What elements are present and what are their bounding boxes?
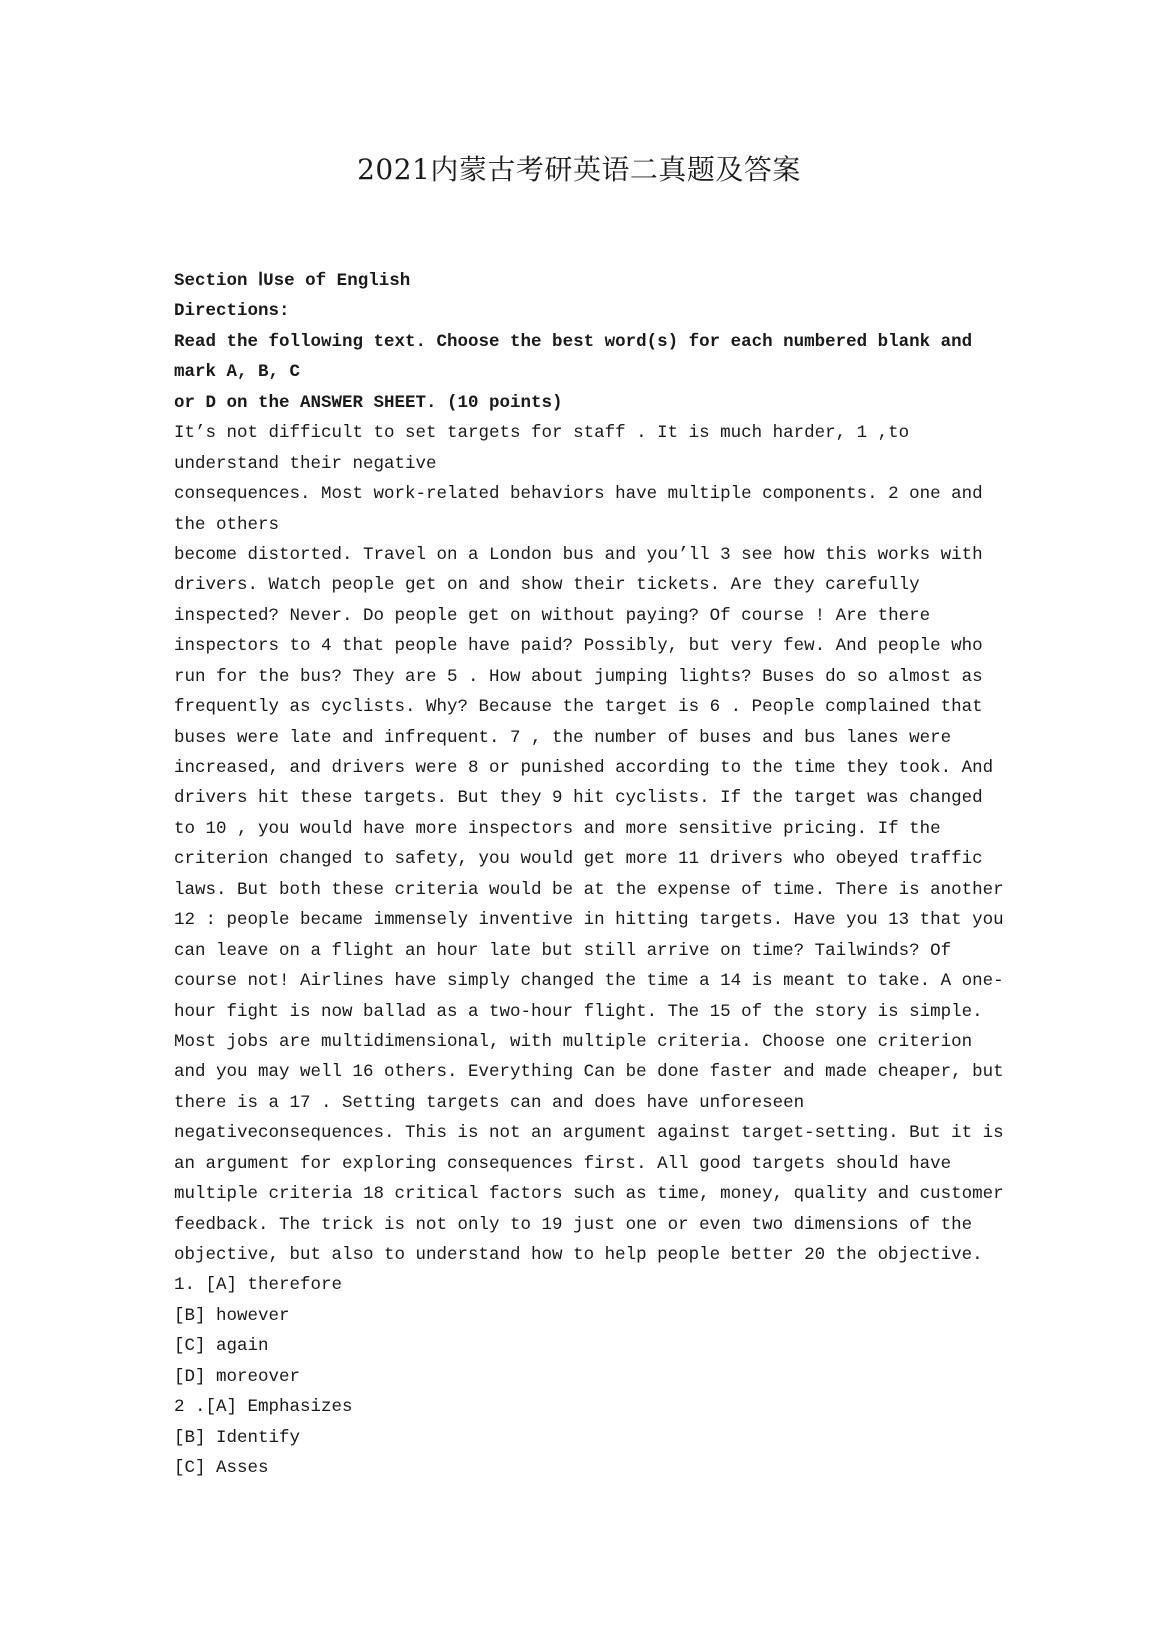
passage-line: criterion changed to safety, you would get more 11 drivers who obeyed traffic (174, 849, 983, 870)
passage-line: an argument for exploring consequences first. All good targets should have (174, 1153, 952, 1174)
passage-line: course not! Airlines have simply changed the time a 14 is meant to take. A one- (174, 971, 1004, 992)
passage-line: multiple criteria 18 critical factors such as time, money, quality and customer (174, 1184, 1004, 1205)
passage-line: drivers hit these targets. But they 9 hit cyclists. If the target was changed (174, 788, 983, 809)
passage-line: laws. But both these criteria would be at the expense of time. There is another (174, 879, 1004, 900)
passage-line: understand their negative (174, 453, 437, 474)
passage-line: buses were late and infrequent. 7 , the number of buses and bus lanes were (174, 727, 952, 748)
question-1-option-a: 1. [A] therefore (174, 1275, 343, 1296)
question-1-option-b: [B] however (174, 1305, 290, 1326)
question-2-option-b: [B] Identify (174, 1427, 301, 1448)
question-2-option-a: 2 .[A] Emphasizes (174, 1397, 353, 1418)
directions-label: Directions: (174, 301, 290, 322)
passage-line: frequently as cyclists. Why? Because the target is 6 . People complained that (174, 697, 983, 718)
question-2-option-c: [C] Asses (174, 1458, 269, 1479)
passage-line: feedback. The trick is not only to 19 just one or even two dimensions of the (174, 1214, 973, 1235)
passage-line: can leave on a flight an hour late but still arrive on time? Tailwinds? Of (174, 940, 952, 961)
passage-line: objective, but also to understand how to help people better 20 the objective. (174, 1245, 983, 1265)
question-1-option-d: [D] moreover (174, 1366, 301, 1387)
passage-line: hour fight is now ballad as a two-hour flight. The 15 of the story is simple. (174, 1001, 983, 1022)
passage-line: consequences. Most work-related behaviors have multiple components. 2 one and (174, 484, 983, 505)
passage-line: It’s not difficult to set targets for staff . It is much harder, 1 ,to (174, 423, 910, 444)
passage-line: increased, and drivers were 8 or punished according to the time they took. And (174, 758, 994, 778)
passage-line: negativeconsequences. This is not an argument against target-setting. But it is (174, 1123, 1004, 1144)
passage-line: inspected? Never. Do people get on without paying? Of course ! Are there (174, 605, 931, 626)
passage-line: Most jobs are multidimensional, with multiple criteria. Choose one criterion (174, 1031, 973, 1052)
directions-text: Read the following text. Choose the best word(s) for each numbered blank and (174, 331, 973, 352)
document-title: 2021内蒙古考研英语二真题及答案 (357, 153, 801, 186)
document-body (174, 266, 1004, 1484)
passage-line: drivers. Watch people get on and show their tickets. Are they carefully (174, 575, 920, 596)
passage-line: 12 : people became immensely inventive in hitting targets. Have you 13 that you (174, 910, 1004, 931)
directions-text: or D on the ANSWER SHEET. (10 points) (174, 392, 563, 413)
passage-line: there is a 17 . Setting targets can and does have unforeseen (174, 1092, 805, 1113)
directions-text: mark A, B, C (174, 362, 301, 383)
passage-line: run for the bus? They are 5 . How about jumping lights? Buses do so almost as (174, 666, 983, 687)
passage-line: become distorted. Travel on a London bus and you’ll 3 see how this works with (174, 544, 983, 565)
section-heading: Section ⅠUse of English (174, 271, 411, 291)
passage-line: inspectors to 4 that people have paid? Possibly, but very few. And people who (174, 636, 983, 657)
passage-line: the others (174, 514, 280, 535)
question-1-option-c: [C] again (174, 1336, 269, 1357)
passage-line: and you may well 16 others. Everything Can be done faster and made cheaper, but (174, 1062, 1004, 1083)
passage-line: to 10 , you would have more inspectors and more sensitive pricing. If the (174, 818, 941, 839)
